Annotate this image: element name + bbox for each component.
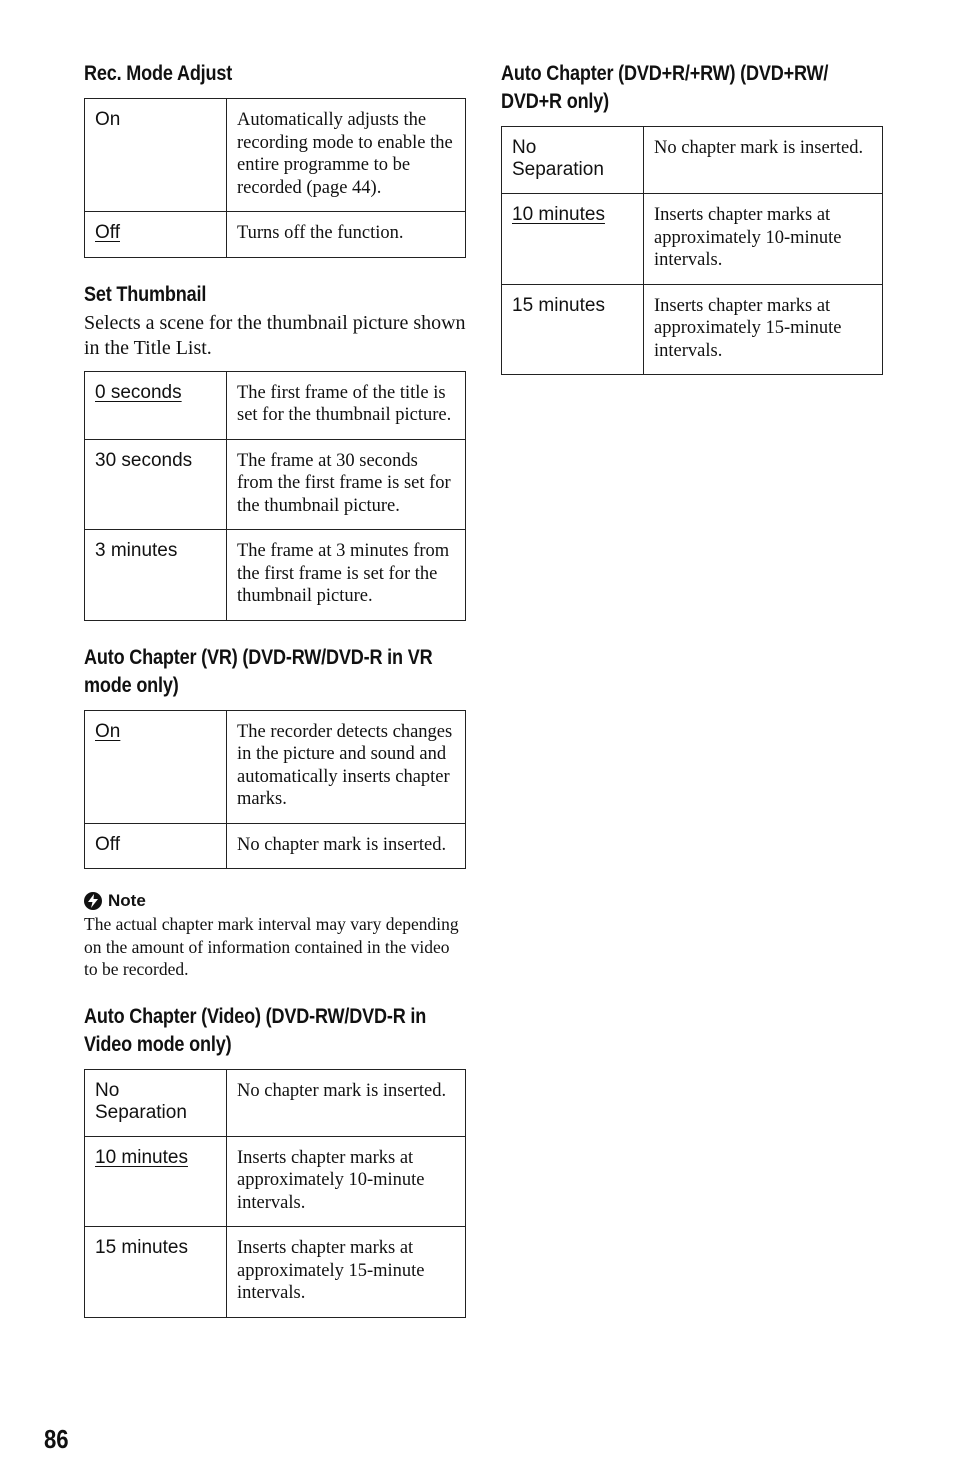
table-row [85,530,466,621]
rec-mode-adjust-table [84,98,466,258]
lightning-icon [87,894,99,908]
option-key [85,212,227,258]
default-option: Off [95,222,120,243]
left-column [84,60,466,1341]
option-key [85,371,227,439]
option-description: The frame at 3 minutes from the first frame is set for the thumbnail picture. [227,530,466,621]
set-thumbnail-description: Selects a scene for the thumbnail picture shown in the Title List. [84,311,466,359]
option-description: The first frame of the title is set for the thumbnail picture. [227,371,466,439]
default-option: 10 minutes [95,1146,188,1168]
table-row [85,823,466,869]
default-option: 10 minutes [512,204,605,225]
note-icon [84,892,102,910]
rec-mode-adjust-heading: Rec. Mode Adjust [84,62,233,85]
set-thumbnail-section [84,281,466,621]
table-row [85,439,466,530]
auto-chapter-plus-table [501,126,883,375]
table-row [502,127,883,194]
option-key: 30 seconds [85,439,227,530]
table-row [85,1227,466,1318]
option-description: Inserts chapter marks at approximately 10-minute intervals. [644,194,883,285]
option-description: The frame at 30 seconds from the first frame is set for the thumbnail picture. [227,439,466,530]
auto-chapter-vr-heading: Auto Chapter (VR) (DVD-RW/DVD-R in VR mode only) [84,645,433,697]
option-key: 15 minutes [85,1227,227,1318]
table-row [85,371,466,439]
option-key [85,1136,227,1227]
rec-mode-adjust-section [84,60,466,258]
option-key [502,194,644,285]
note-label: Note [108,891,146,910]
default-option: On [95,720,121,742]
option-key: No Separation [85,1069,227,1136]
option-key: 15 minutes [502,284,644,375]
option-key: Off [85,823,227,869]
note-text: The actual chapter mark interval may vary depending on the amount of information contained in the video to be recorded. [84,914,459,979]
option-description: Automatically adjusts the recording mode to enable the entire programme to be recorded (page 44). [227,99,466,212]
auto-chapter-plus-section [501,60,883,375]
table-row [85,1136,466,1227]
table-row [85,710,466,823]
option-description: No chapter mark is inserted. [227,1069,466,1136]
page-number: 86 [44,1424,69,1454]
set-thumbnail-heading: Set Thumbnail [84,282,207,306]
note-section [84,891,466,981]
auto-chapter-vr-section [84,644,466,870]
note-header [84,891,466,911]
auto-chapter-video-heading: Auto Chapter (Video) (DVD-RW/DVD-R in Video mode only) [84,1004,427,1056]
option-description: Inserts chapter marks at approximately 10-minute intervals. [227,1136,466,1227]
option-key: No Separation [502,127,644,194]
option-description: Inserts chapter marks at approximately 15-minute intervals. [227,1227,466,1318]
option-description: No chapter mark is inserted. [227,823,466,869]
set-thumbnail-table [84,371,466,621]
option-description: No chapter mark is inserted. [644,127,883,194]
option-key: On [85,99,227,212]
option-description: The recorder detects changes in the picture and sound and automatically inserts chapter marks. [227,710,466,823]
auto-chapter-video-table [84,1069,466,1318]
option-key: 3 minutes [85,530,227,621]
table-row [85,99,466,212]
auto-chapter-vr-table [84,710,466,870]
option-description: Inserts chapter marks at approximately 15-minute intervals. [644,284,883,375]
auto-chapter-plus-heading: Auto Chapter (DVD+R/+RW) (DVD+RW/ DVD+R only) [501,62,829,113]
table-row [502,194,883,285]
right-column [501,60,883,398]
table-row [85,212,466,258]
option-description: Turns off the function. [227,212,466,258]
auto-chapter-video-section [84,1003,466,1318]
option-key [85,710,227,823]
default-option: 0 seconds [95,381,182,403]
table-row [502,284,883,375]
table-row [85,1069,466,1136]
